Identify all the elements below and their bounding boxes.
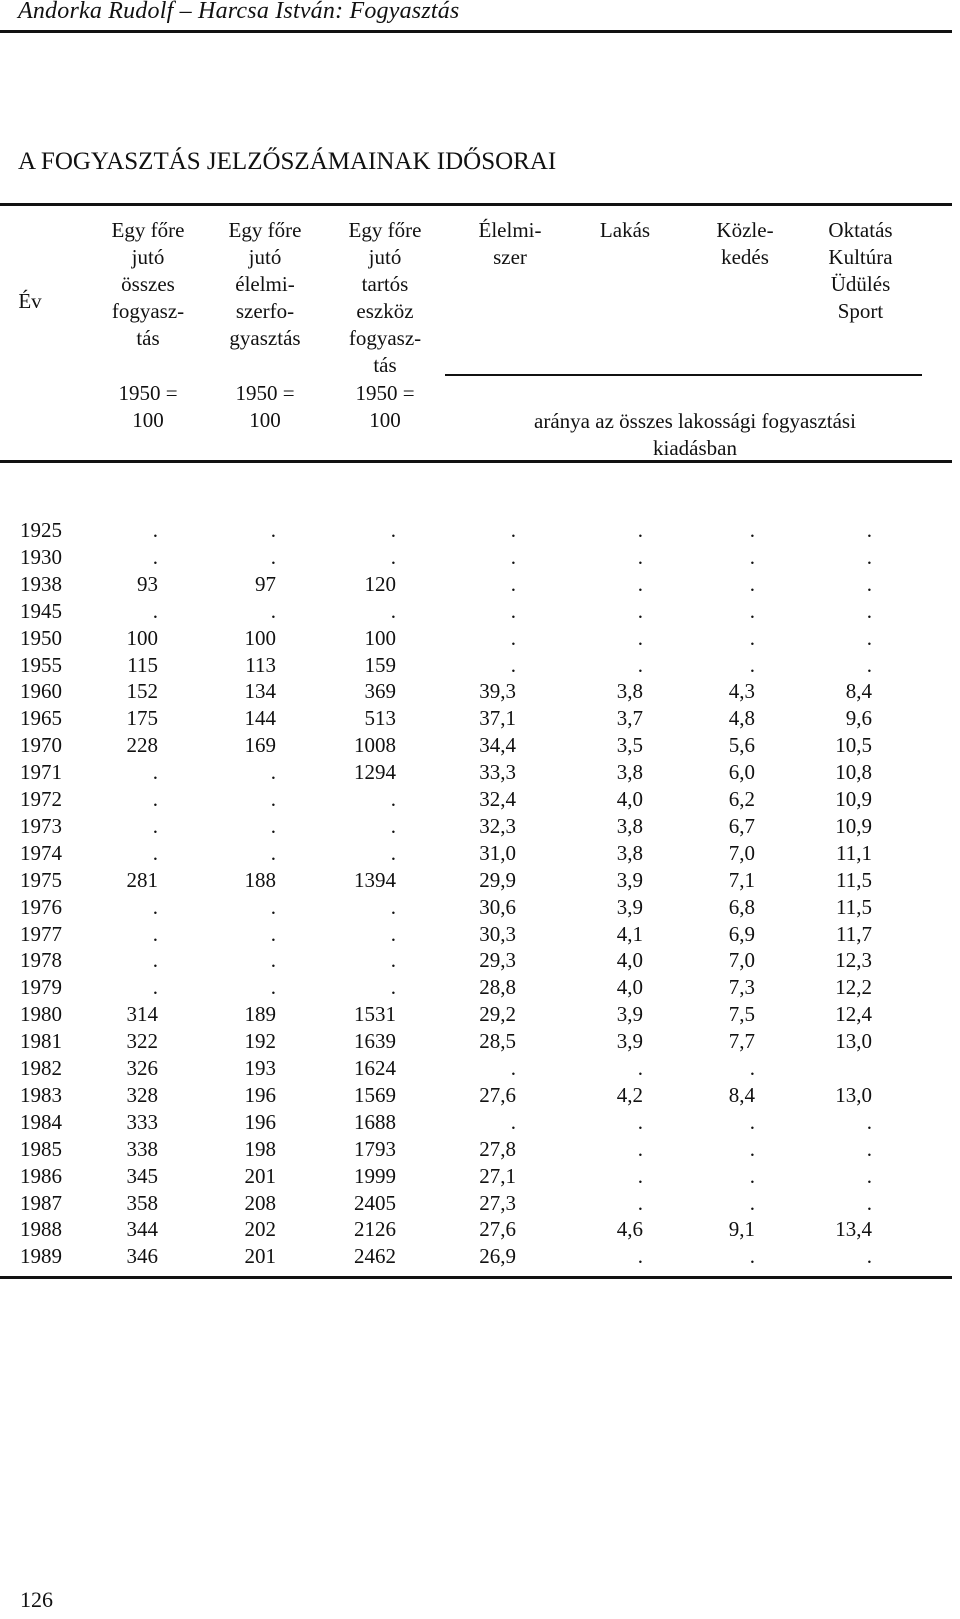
cell-durables: 1394 <box>354 868 396 892</box>
cell-culture-share: . <box>866 545 872 569</box>
cell-transport-share: 6,9 <box>728 922 755 946</box>
cell-food: 208 <box>244 1191 276 1215</box>
cell-culture-share: 13,0 <box>835 1083 872 1107</box>
row-year: 1980 <box>20 1002 62 1026</box>
cell-transport-share: 6,0 <box>728 760 755 784</box>
cell-durables: 1624 <box>354 1056 396 1080</box>
cell-transport-share: . <box>749 1056 755 1080</box>
cell-food-share: . <box>510 626 516 650</box>
cell-food-share: . <box>510 1110 516 1134</box>
cell-total: 100 <box>126 626 158 650</box>
cell-culture-share: 10,5 <box>835 733 872 757</box>
cell-food-share: 29,2 <box>479 1002 516 1026</box>
cell-durables: 1688 <box>354 1110 396 1134</box>
header-base-1: 1950 = 100 <box>118 381 178 432</box>
cell-food: 201 <box>244 1164 276 1188</box>
cell-food: . <box>270 841 276 865</box>
cell-total: 281 <box>126 868 158 892</box>
cell-housing-share: 3,9 <box>616 895 643 919</box>
header-year: Év <box>18 289 42 313</box>
cell-durables: 100 <box>364 626 396 650</box>
cell-food-share: . <box>510 518 516 542</box>
cell-food-share: 34,4 <box>479 733 516 757</box>
cell-food: . <box>270 518 276 542</box>
cell-culture-share: . <box>866 1137 872 1161</box>
cell-durables: 513 <box>364 706 396 730</box>
cell-housing-share: 3,9 <box>616 1029 643 1053</box>
cell-culture-share: . <box>866 599 872 623</box>
cell-transport-share: 6,2 <box>728 787 755 811</box>
cell-housing-share: 4,6 <box>616 1217 643 1241</box>
cell-total: 358 <box>126 1191 158 1215</box>
cell-culture-share: 11,1 <box>836 841 872 865</box>
row-year: 1982 <box>20 1056 62 1080</box>
row-year: 1950 <box>20 626 62 650</box>
cell-food-share: 28,5 <box>479 1029 516 1053</box>
cell-total: . <box>152 814 158 838</box>
cell-total: . <box>152 545 158 569</box>
cell-total: . <box>152 841 158 865</box>
cell-total: 152 <box>126 679 158 703</box>
table-bottom-rule <box>0 1276 952 1279</box>
cell-housing-share: 4,0 <box>616 975 643 999</box>
cell-total: 344 <box>126 1217 158 1241</box>
cell-durables: 159 <box>364 653 396 677</box>
cell-total: 326 <box>126 1056 158 1080</box>
cell-food-share: 39,3 <box>479 679 516 703</box>
cell-food-share: . <box>510 1056 516 1080</box>
cell-housing-share: . <box>637 1056 643 1080</box>
cell-food-share: 32,4 <box>479 787 516 811</box>
cell-food: 201 <box>244 1244 276 1268</box>
cell-total: . <box>152 518 158 542</box>
row-year: 1974 <box>20 841 62 865</box>
cell-transport-share: . <box>749 1164 755 1188</box>
cell-culture-share: . <box>866 1191 872 1215</box>
cell-total: 322 <box>126 1029 158 1053</box>
cell-food: . <box>270 948 276 972</box>
cell-food-share: 29,9 <box>479 868 516 892</box>
cell-total: 333 <box>126 1110 158 1134</box>
cell-transport-share: . <box>749 1110 755 1134</box>
cell-durables: . <box>390 895 396 919</box>
cell-housing-share: . <box>637 1244 643 1268</box>
cell-culture-share: . <box>866 1164 872 1188</box>
cell-transport-share: 4,3 <box>728 679 755 703</box>
cell-durables: . <box>390 814 396 838</box>
header-base-2: 1950 = 100 <box>235 381 295 432</box>
cell-transport-share: . <box>749 545 755 569</box>
cell-durables: 1999 <box>354 1164 396 1188</box>
cell-transport-share: 7,0 <box>728 841 755 865</box>
cell-total: . <box>152 895 158 919</box>
cell-transport-share: . <box>749 518 755 542</box>
cell-food-share: . <box>510 572 516 596</box>
cell-housing-share: 4,0 <box>616 787 643 811</box>
row-year: 1984 <box>20 1110 62 1134</box>
cell-total: . <box>152 948 158 972</box>
cell-housing-share: 4,2 <box>616 1083 643 1107</box>
cell-food-share: 32,3 <box>479 814 516 838</box>
cell-housing-share: . <box>637 599 643 623</box>
row-year: 1989 <box>20 1244 62 1268</box>
cell-housing-share: 3,8 <box>616 814 643 838</box>
cell-food: 134 <box>244 679 276 703</box>
cell-transport-share: . <box>749 572 755 596</box>
cell-total: . <box>152 922 158 946</box>
cell-food-share: . <box>510 653 516 677</box>
cell-housing-share: . <box>637 1110 643 1134</box>
cell-food-share: 33,3 <box>479 760 516 784</box>
cell-culture-share: 12,2 <box>835 975 872 999</box>
cell-total: 345 <box>126 1164 158 1188</box>
cell-housing-share: . <box>637 545 643 569</box>
cell-total: . <box>152 760 158 784</box>
cell-culture-share: 11,5 <box>836 868 872 892</box>
cell-total: 338 <box>126 1137 158 1161</box>
cell-food: 196 <box>244 1110 276 1134</box>
cell-durables: . <box>390 922 396 946</box>
cell-durables: . <box>390 599 396 623</box>
row-year: 1973 <box>20 814 62 838</box>
cell-total: . <box>152 975 158 999</box>
cell-housing-share: 4,1 <box>616 922 643 946</box>
header-housing-share: Lakás <box>599 218 651 242</box>
row-year: 1985 <box>20 1137 62 1161</box>
cell-total: 115 <box>127 653 158 677</box>
cell-culture-share: 11,5 <box>836 895 872 919</box>
header-rule <box>0 30 952 33</box>
row-year: 1983 <box>20 1083 62 1107</box>
cell-total: 175 <box>126 706 158 730</box>
cell-transport-share: 8,4 <box>728 1083 755 1107</box>
cell-housing-share: 3,9 <box>616 868 643 892</box>
cell-food-share: . <box>510 599 516 623</box>
cell-culture-share: 11,7 <box>836 922 872 946</box>
cell-transport-share: 6,7 <box>728 814 755 838</box>
cell-durables: . <box>390 545 396 569</box>
cell-culture-share: 10,9 <box>835 787 872 811</box>
cell-food-share: 27,6 <box>479 1217 516 1241</box>
cell-transport-share: . <box>749 1191 755 1215</box>
cell-food-share: 30,3 <box>479 922 516 946</box>
running-head: Andorka Rudolf – Harcsa István: Fogyasztás <box>18 0 460 24</box>
row-year: 1987 <box>20 1191 62 1215</box>
cell-food: 202 <box>244 1217 276 1241</box>
cell-culture-share: . <box>866 1244 872 1268</box>
row-year: 1965 <box>20 706 62 730</box>
cell-durables: . <box>390 948 396 972</box>
cell-food: 144 <box>244 706 276 730</box>
cell-food: 169 <box>244 733 276 757</box>
cell-food-share: 26,9 <box>479 1244 516 1268</box>
cell-transport-share: 6,8 <box>728 895 755 919</box>
row-year: 1978 <box>20 948 62 972</box>
cell-housing-share: . <box>637 1191 643 1215</box>
cell-food: 188 <box>244 868 276 892</box>
cell-total: 314 <box>126 1002 158 1026</box>
row-year: 1925 <box>20 518 62 542</box>
cell-food: 196 <box>244 1083 276 1107</box>
cell-culture-share: 10,8 <box>835 760 872 784</box>
cell-transport-share: 5,6 <box>728 733 755 757</box>
cell-transport-share: . <box>749 1244 755 1268</box>
row-year: 1960 <box>20 679 62 703</box>
cell-housing-share: 3,8 <box>616 760 643 784</box>
cell-durables: . <box>390 975 396 999</box>
row-year: 1977 <box>20 922 62 946</box>
row-year: 1976 <box>20 895 62 919</box>
cell-total: . <box>152 599 158 623</box>
cell-transport-share: 7,0 <box>728 948 755 972</box>
row-year: 1981 <box>20 1029 62 1053</box>
table-top-rule <box>0 203 952 206</box>
row-year: 1971 <box>20 760 62 784</box>
cell-housing-share: 3,5 <box>616 733 643 757</box>
cell-transport-share: 7,3 <box>728 975 755 999</box>
cell-housing-share: . <box>637 572 643 596</box>
cell-durables: . <box>390 841 396 865</box>
cell-housing-share: 3,8 <box>616 679 643 703</box>
cell-food: 193 <box>244 1056 276 1080</box>
header-food-consumption: Egy főre jutó élelmi- szerfo- gyasztás <box>228 218 302 350</box>
row-year: 1938 <box>20 572 62 596</box>
cell-total: . <box>152 787 158 811</box>
cell-food: . <box>270 599 276 623</box>
cell-housing-share: 4,0 <box>616 948 643 972</box>
cell-transport-share: . <box>749 599 755 623</box>
cell-transport-share: 4,8 <box>728 706 755 730</box>
cell-food: . <box>270 545 276 569</box>
cell-transport-share: . <box>749 626 755 650</box>
cell-durables: 1793 <box>354 1137 396 1161</box>
cell-durables: 1531 <box>354 1002 396 1026</box>
cell-culture-share: . <box>866 572 872 596</box>
header-food-share: Élelmi- szer <box>478 218 542 269</box>
header-base-3: 1950 = 100 <box>355 381 415 432</box>
row-year: 1988 <box>20 1217 62 1241</box>
cell-culture-share: . <box>866 518 872 542</box>
cell-culture-share: 12,3 <box>835 948 872 972</box>
row-year: 1955 <box>20 653 62 677</box>
cell-transport-share: . <box>749 653 755 677</box>
cell-food: 97 <box>255 572 276 596</box>
cell-durables: 1639 <box>354 1029 396 1053</box>
cell-culture-share: . <box>866 1110 872 1134</box>
cell-food-share: 27,3 <box>479 1191 516 1215</box>
cell-total: 328 <box>126 1083 158 1107</box>
cell-total: 346 <box>126 1244 158 1268</box>
cell-durables: 1294 <box>354 760 396 784</box>
header-transport-share: Közle- kedés <box>716 218 774 269</box>
header-bottom-rule <box>0 460 952 463</box>
cell-transport-share: . <box>749 1137 755 1161</box>
row-year: 1986 <box>20 1164 62 1188</box>
cell-food-share: 27,6 <box>479 1083 516 1107</box>
header-share-caption: aránya az összes lakossági fogyasztási kiadásban <box>534 409 856 460</box>
cell-housing-share: 3,8 <box>616 841 643 865</box>
share-group-rule <box>445 374 922 376</box>
cell-transport-share: 9,1 <box>728 1217 755 1241</box>
cell-culture-share: 9,6 <box>845 706 872 730</box>
page-number: 126 <box>20 1587 53 1612</box>
cell-culture-share: 13,0 <box>835 1029 872 1053</box>
cell-durables: 1008 <box>354 733 396 757</box>
table-title: A FOGYASZTÁS JELZŐSZÁMAINAK IDŐSORAI <box>18 148 557 175</box>
cell-food: 189 <box>244 1002 276 1026</box>
cell-housing-share: . <box>637 1164 643 1188</box>
cell-food: . <box>270 922 276 946</box>
cell-durables: 1569 <box>354 1083 396 1107</box>
cell-total: 93 <box>137 572 158 596</box>
cell-food: . <box>270 975 276 999</box>
cell-housing-share: . <box>637 1137 643 1161</box>
cell-transport-share: 7,1 <box>728 868 755 892</box>
cell-food-share: . <box>510 545 516 569</box>
cell-housing-share: . <box>637 626 643 650</box>
cell-food-share: 31,0 <box>479 841 516 865</box>
cell-housing-share: 3,7 <box>616 706 643 730</box>
row-year: 1972 <box>20 787 62 811</box>
cell-transport-share: 7,5 <box>728 1002 755 1026</box>
cell-culture-share: 10,9 <box>835 814 872 838</box>
cell-food-share: 28,8 <box>479 975 516 999</box>
row-year: 1930 <box>20 545 62 569</box>
header-durables-consumption: Egy főre jutó tartós eszköz fogyasz- tás <box>348 218 422 377</box>
cell-culture-share: . <box>866 626 872 650</box>
cell-culture-share: . <box>866 653 872 677</box>
cell-food-share: 37,1 <box>479 706 516 730</box>
cell-durables: 120 <box>364 572 396 596</box>
cell-durables: 2405 <box>354 1191 396 1215</box>
cell-food: . <box>270 787 276 811</box>
cell-food: 100 <box>244 626 276 650</box>
cell-housing-share: 3,9 <box>616 1002 643 1026</box>
cell-food: 192 <box>244 1029 276 1053</box>
cell-durables: . <box>390 518 396 542</box>
cell-food-share: 27,1 <box>479 1164 516 1188</box>
cell-food-share: 29,3 <box>479 948 516 972</box>
cell-durables: 369 <box>364 679 396 703</box>
cell-food-share: 27,8 <box>479 1137 516 1161</box>
cell-culture-share: 8,4 <box>845 679 872 703</box>
cell-durables: . <box>390 787 396 811</box>
cell-food: . <box>270 895 276 919</box>
cell-culture-share: 12,4 <box>835 1002 872 1026</box>
cell-durables: 2462 <box>354 1244 396 1268</box>
cell-food: . <box>270 760 276 784</box>
row-year: 1975 <box>20 868 62 892</box>
header-culture-share: Oktatás Kultúra Üdülés Sport <box>828 218 893 323</box>
cell-housing-share: . <box>637 653 643 677</box>
row-year: 1979 <box>20 975 62 999</box>
cell-food-share: 30,6 <box>479 895 516 919</box>
cell-transport-share: 7,7 <box>728 1029 755 1053</box>
row-year: 1970 <box>20 733 62 757</box>
cell-food: 198 <box>244 1137 276 1161</box>
cell-housing-share: . <box>637 518 643 542</box>
cell-food: . <box>270 814 276 838</box>
row-year: 1945 <box>20 599 62 623</box>
cell-food: 113 <box>245 653 276 677</box>
cell-durables: 2126 <box>354 1217 396 1241</box>
header-total-consumption: Egy főre jutó összes fogyasz- tás <box>111 218 185 350</box>
cell-total: 228 <box>126 733 158 757</box>
cell-culture-share: 13,4 <box>835 1217 872 1241</box>
